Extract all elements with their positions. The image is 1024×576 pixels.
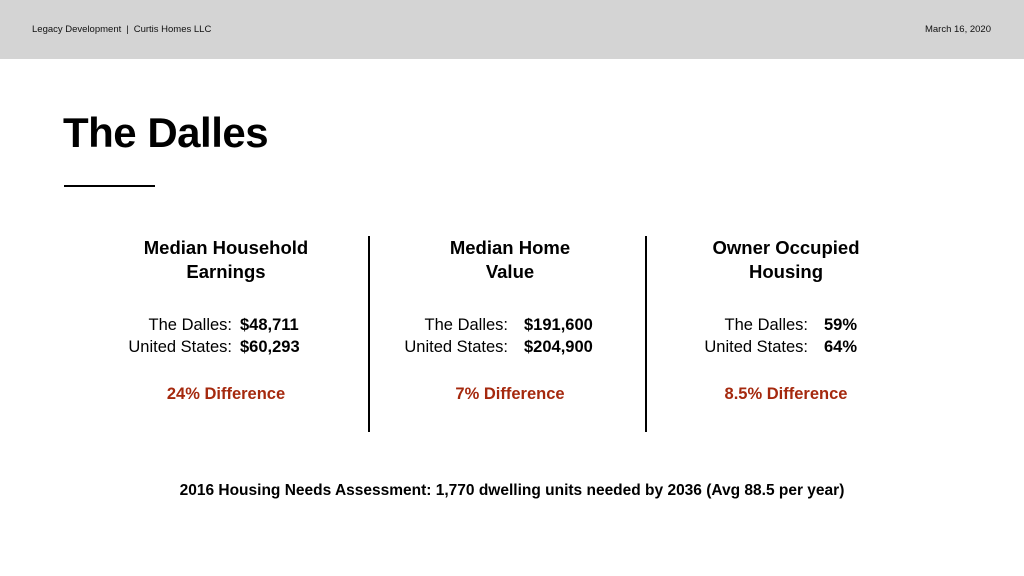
page-title: The Dalles [63, 109, 269, 156]
header-separator: | [126, 24, 129, 35]
comparison-rows [666, 314, 906, 358]
row-label: The Dalles: [424, 316, 508, 334]
row-value: $204,900 [524, 338, 593, 356]
comparison-row [390, 314, 630, 336]
difference-text: 7% Difference [455, 385, 565, 403]
comparison-row [666, 336, 906, 358]
company-name: Legacy Development [32, 24, 122, 35]
row-value: $60,293 [240, 338, 300, 356]
row-label: United States: [128, 338, 232, 356]
header-bar [0, 0, 1024, 59]
row-label: The Dalles: [148, 316, 232, 334]
column-heading-line1: Median Home [449, 237, 571, 258]
difference-text: 8.5% Difference [724, 385, 848, 403]
header-date: March 16, 2020 [924, 24, 991, 35]
stat-column-home-value [390, 236, 630, 403]
row-value: 59% [824, 316, 858, 334]
column-heading-line1: Owner Occupied [712, 237, 860, 258]
column-heading-line1: Median Household [143, 237, 309, 258]
partner-name: Curtis Homes LLC [133, 24, 212, 35]
column-heading-line2: Earnings [186, 261, 266, 282]
row-value: $191,600 [524, 316, 593, 334]
comparison-row [106, 336, 346, 358]
stat-column-owner-occupied [666, 236, 906, 403]
comparison-rows [390, 314, 630, 358]
row-value: 64% [824, 338, 858, 356]
header-company-line [32, 24, 211, 35]
comparison-rows [106, 314, 346, 358]
stat-column-earnings [106, 236, 346, 403]
difference-text: 24% Difference [166, 385, 286, 403]
row-label: The Dalles: [724, 316, 808, 334]
row-label: United States: [404, 338, 508, 356]
column-divider [645, 236, 647, 432]
column-heading [666, 236, 906, 284]
comparison-row [666, 314, 906, 336]
column-heading [106, 236, 346, 284]
row-label: United States: [704, 338, 808, 356]
row-value: $48,711 [240, 316, 299, 334]
comparison-row [390, 336, 630, 358]
column-divider [368, 236, 370, 432]
column-heading-line2: Housing [749, 261, 823, 282]
comparison-row [106, 314, 346, 336]
column-heading-line2: Value [485, 261, 535, 282]
footer-note: 2016 Housing Needs Assessment: 1,770 dwelling units needed by 2036 (Avg 88.5 per year) [179, 482, 845, 499]
title-underline [64, 185, 155, 187]
column-heading [390, 236, 630, 284]
